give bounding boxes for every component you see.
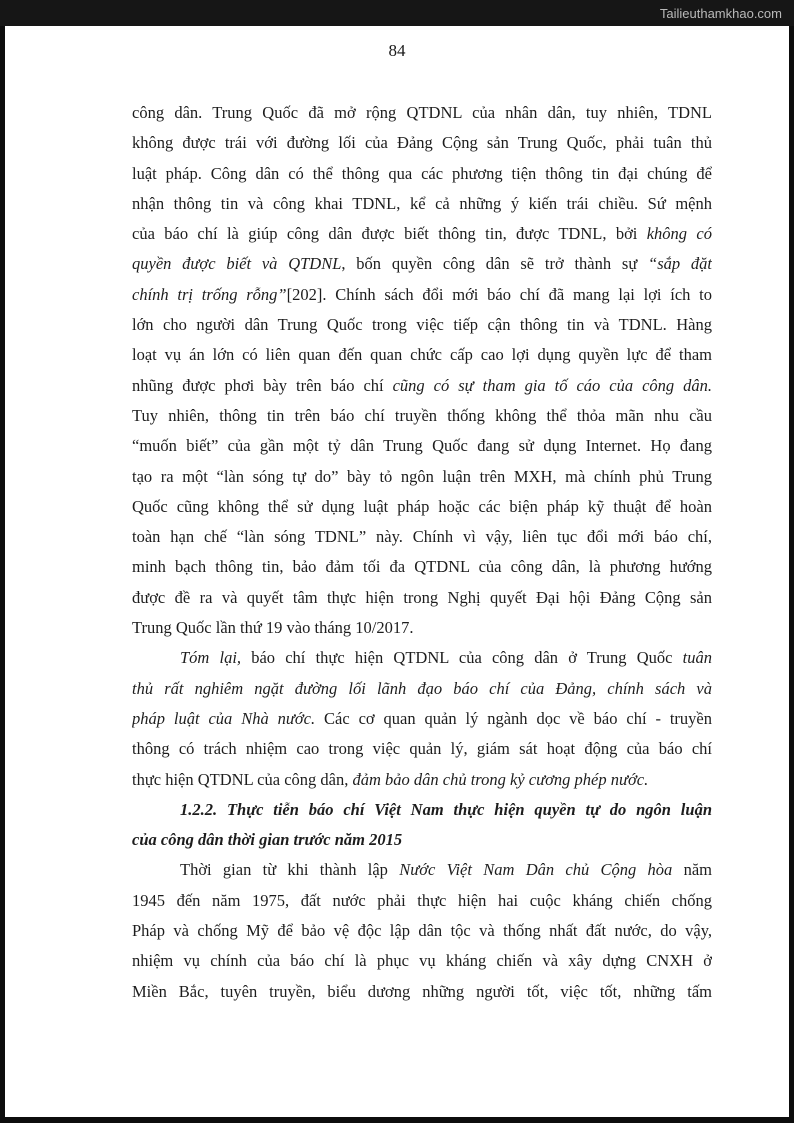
text-run: loạt vụ án lớn có liên quan đến quan chức cấp cao lợi dụng quyền lực để tham	[132, 345, 712, 365]
text-line	[132, 613, 712, 643]
text-line	[132, 886, 712, 916]
text-line	[132, 916, 712, 946]
document-page	[5, 26, 789, 1117]
text-run: công dân. Trung Quốc đã mở rộng QTDNL của nhân dân, tuy nhiên, TDNL	[132, 103, 712, 122]
heading-line	[132, 825, 712, 855]
text-run: lớn cho người dân Trung Quốc trong việc tiếp cận thông tin và TDNL. Hàng	[132, 315, 712, 335]
text-run: báo chí thực hiện QTDNL của công dân ở Trung Quốc	[241, 648, 683, 668]
text-line	[132, 734, 712, 764]
text-line	[132, 552, 712, 582]
text-run: thủ rất nghiêm ngặt đường lối lãnh đạo báo chí của Đảng, chính sách và	[132, 678, 712, 698]
text-line	[132, 855, 712, 885]
text-line	[132, 977, 712, 1007]
text-line	[132, 583, 712, 613]
text-line	[132, 704, 712, 734]
text-line	[132, 765, 712, 795]
text-run: Tuy nhiên, thông tin trên báo chí truyền thống không thể thỏa mãn nhu cầu	[132, 405, 712, 425]
text-line	[132, 98, 712, 128]
text-line	[132, 371, 712, 401]
text-run: thông có trách nhiệm cao trong việc quản lý, giám sát hoạt động của báo chí	[132, 739, 712, 759]
text-run: cũng có sự tham gia tố cáo của công dân.	[392, 375, 712, 395]
text-run: luật pháp. Công dân có thể thông qua các phương tiện thông tin đại chúng để	[132, 163, 712, 183]
text-run: minh bạch thông tin, bảo đảm tối đa QTDNL của công dân, là phương hướng	[132, 557, 712, 577]
text-line	[132, 522, 712, 552]
text-run: không được trái với đường lối của Đảng Cộng sản Trung Quốc, phải tuân thủ	[132, 133, 712, 153]
text-run: nhũng được phơi bày trên báo chí	[132, 375, 393, 395]
text-run: 1945 đến năm 1975, đất nước phải thực hiện hai cuộc kháng chiến chống	[132, 890, 712, 910]
text-run: quyền được biết và QTDNL	[132, 254, 342, 274]
text-run: toàn hạn chế “làn sóng TDNL” này. Chính vì vậy, liên tục đổi mới báo chí,	[132, 527, 712, 547]
text-run: Các cơ quan quản lý ngành dọc về báo chí - truyền	[315, 708, 712, 728]
text-line	[132, 643, 712, 673]
text-run: của công dân thời gian trước năm 2015	[132, 830, 403, 850]
text-run: “muốn biết” của gần một tỷ dân Trung Quốc đang sử dụng Internet. Họ đang	[132, 436, 712, 456]
text-line	[132, 492, 712, 522]
text-line	[132, 249, 712, 279]
text-run: Quốc cũng không thể sử dụng luật pháp hoặc các biện pháp kỹ thuật để hoàn	[132, 496, 712, 516]
text-line	[132, 128, 712, 158]
text-line	[132, 219, 712, 249]
text-line	[132, 431, 712, 461]
page-number: 84	[388, 41, 406, 60]
text-line	[132, 674, 712, 704]
text-run: , bốn quyền công dân sẽ trở thành sự	[341, 254, 649, 274]
text-run: thực hiện QTDNL của công dân,	[132, 769, 353, 789]
text-run: của báo chí là giúp công dân được biết thông tin, được TDNL, bởi	[132, 224, 647, 244]
text-run: tạo ra một “làn sóng tự do” bày tỏ ngôn luận trên MXH, mà chính phủ Trung	[132, 466, 712, 486]
text-run: “sắp đặt	[648, 254, 712, 274]
text-run: nhiệm vụ chính của báo chí là phục vụ kháng chiến và xây dựng CNXH ở	[132, 951, 712, 971]
text-run: đảm bảo dân chủ trong kỷ cương phép nước.	[352, 769, 649, 789]
text-run: tuân	[682, 648, 712, 668]
document-body	[5, 98, 789, 1007]
text-line	[132, 462, 712, 492]
watermark-text: Tailieuthamkhao.com	[659, 5, 782, 21]
text-run: chính trị trống rỗng”	[132, 284, 287, 304]
watermark-bar	[0, 0, 794, 26]
text-run: năm	[672, 860, 712, 880]
text-run: 1.2.2. Thực tiễn báo chí Việt Nam thực hiện quyền tự do ngôn luận	[180, 799, 712, 819]
text-run: nhận thông tin và công khai TDNL, kể cả những ý kiến trái chiều. Sứ mệnh	[132, 193, 712, 213]
text-run: được đề ra và quyết tâm thực hiện trong Nghị quyết Đại hội Đảng Cộng sản	[132, 587, 712, 607]
text-line	[132, 946, 712, 976]
text-line	[132, 401, 712, 431]
text-run: [202]. Chính sách đổi mới báo chí đã mang lại lợi ích to	[286, 284, 712, 304]
text-run: pháp luật của Nhà nước.	[132, 708, 316, 728]
text-run: Miền Bắc, tuyên truyền, biểu dương những người tốt, việc tốt, những tấm	[132, 981, 712, 1001]
text-line	[132, 189, 712, 219]
text-line	[132, 340, 712, 370]
text-run: Thời gian từ khi thành lập	[180, 860, 400, 880]
heading-line	[132, 795, 712, 825]
text-run: Tóm lại,	[180, 648, 242, 668]
text-line	[132, 159, 712, 189]
text-run: Pháp và chống Mỹ để bảo vệ độc lập dân tộc và thống nhất đất nước, do vậy,	[132, 921, 712, 941]
text-run: Trung Quốc lần thứ 19 vào tháng 10/2017.	[132, 618, 414, 638]
text-line	[132, 280, 712, 310]
text-line	[132, 310, 712, 340]
text-run: Nước Việt Nam Dân chủ Cộng hòa	[399, 860, 673, 880]
text-run: không có	[646, 224, 712, 244]
